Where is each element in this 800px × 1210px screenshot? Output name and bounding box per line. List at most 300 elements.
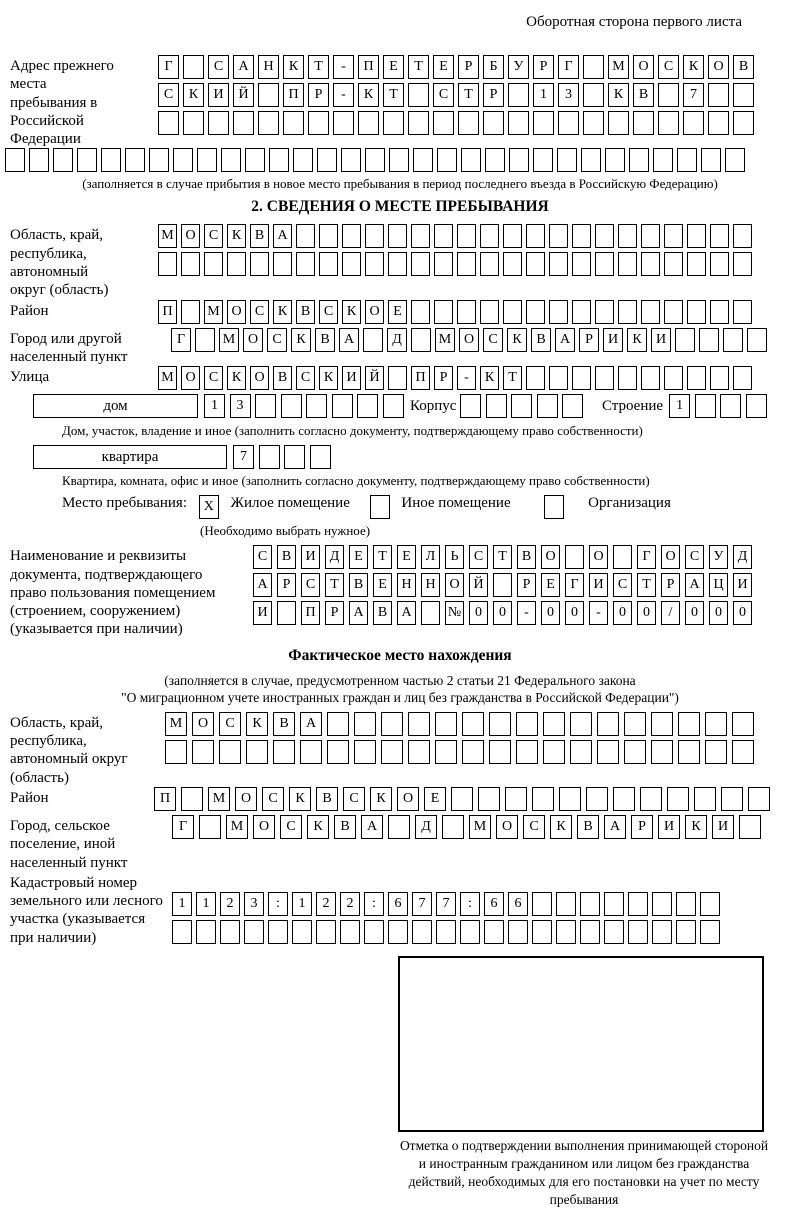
char-cell[interactable] — [317, 148, 337, 172]
char-cell[interactable]: С — [267, 328, 287, 352]
char-cell[interactable] — [516, 740, 538, 764]
char-cell[interactable] — [503, 224, 522, 248]
char-cell[interactable] — [641, 252, 660, 276]
char-cell[interactable]: В — [315, 328, 335, 352]
char-cell[interactable]: С — [685, 545, 704, 569]
char-cell[interactable]: П — [283, 83, 304, 107]
char-cell[interactable] — [381, 712, 403, 736]
char-cell[interactable]: Т — [637, 573, 656, 597]
char-cell[interactable] — [687, 224, 706, 248]
char-cell[interactable] — [748, 787, 770, 811]
char-cell[interactable]: Е — [349, 545, 368, 569]
char-cell[interactable] — [572, 300, 591, 324]
char-cell[interactable] — [310, 445, 331, 469]
char-cell[interactable] — [125, 148, 145, 172]
org-checkbox[interactable] — [544, 495, 564, 519]
char-cell[interactable] — [413, 148, 433, 172]
char-cell[interactable]: М — [158, 224, 177, 248]
char-cell[interactable]: Р — [308, 83, 329, 107]
char-cell[interactable] — [281, 394, 302, 418]
char-cell[interactable]: В — [517, 545, 536, 569]
char-cell[interactable] — [557, 148, 577, 172]
char-cell[interactable]: М — [204, 300, 223, 324]
char-cell[interactable]: В — [733, 55, 754, 79]
char-cell[interactable] — [296, 224, 315, 248]
char-cell[interactable] — [354, 712, 376, 736]
char-cell[interactable]: В — [577, 815, 599, 839]
char-cell[interactable] — [678, 740, 700, 764]
char-cell[interactable] — [29, 148, 49, 172]
char-cell[interactable]: И — [658, 815, 680, 839]
char-cell[interactable] — [408, 83, 429, 107]
char-cell[interactable] — [480, 224, 499, 248]
char-cell[interactable] — [747, 328, 767, 352]
char-cell[interactable]: С — [219, 712, 241, 736]
char-cell[interactable] — [342, 224, 361, 248]
char-cell[interactable] — [388, 224, 407, 248]
char-cell[interactable]: 2 — [316, 892, 336, 916]
char-cell[interactable] — [485, 148, 505, 172]
char-cell[interactable]: А — [555, 328, 575, 352]
char-cell[interactable] — [389, 148, 409, 172]
char-cell[interactable]: Г — [171, 328, 191, 352]
char-cell[interactable] — [537, 394, 558, 418]
char-cell[interactable]: С — [296, 366, 315, 390]
char-cell[interactable]: Р — [533, 55, 554, 79]
char-cell[interactable]: О — [445, 573, 464, 597]
char-cell[interactable] — [489, 712, 511, 736]
char-cell[interactable] — [354, 740, 376, 764]
char-cell[interactable]: В — [633, 83, 654, 107]
char-cell[interactable] — [509, 148, 529, 172]
char-cell[interactable]: О — [227, 300, 246, 324]
char-cell[interactable]: Т — [373, 545, 392, 569]
char-cell[interactable] — [608, 111, 629, 135]
char-cell[interactable]: Е — [383, 55, 404, 79]
char-cell[interactable]: / — [661, 601, 680, 625]
char-cell[interactable] — [421, 601, 440, 625]
char-cell[interactable] — [613, 787, 635, 811]
char-cell[interactable]: В — [296, 300, 315, 324]
char-cell[interactable]: Р — [325, 601, 344, 625]
char-cell[interactable]: И — [651, 328, 671, 352]
char-cell[interactable]: Г — [558, 55, 579, 79]
char-cell[interactable] — [255, 394, 276, 418]
char-cell[interactable]: 0 — [637, 601, 656, 625]
char-cell[interactable]: - — [589, 601, 608, 625]
char-cell[interactable]: : — [364, 892, 384, 916]
char-cell[interactable] — [710, 224, 729, 248]
char-cell[interactable] — [434, 300, 453, 324]
char-cell[interactable]: С — [433, 83, 454, 107]
char-cell[interactable]: К — [319, 366, 338, 390]
char-cell[interactable]: Б — [483, 55, 504, 79]
char-cell[interactable] — [316, 920, 336, 944]
char-cell[interactable]: В — [250, 224, 269, 248]
char-cell[interactable]: А — [253, 573, 272, 597]
char-cell[interactable]: Е — [541, 573, 560, 597]
char-cell[interactable]: А — [361, 815, 383, 839]
char-cell[interactable]: К — [291, 328, 311, 352]
char-cell[interactable] — [556, 892, 576, 916]
char-cell[interactable] — [457, 224, 476, 248]
char-cell[interactable] — [694, 787, 716, 811]
char-cell[interactable] — [604, 920, 624, 944]
char-cell[interactable]: 3 — [230, 394, 251, 418]
char-cell[interactable] — [268, 920, 288, 944]
char-cell[interactable]: П — [154, 787, 176, 811]
char-cell[interactable]: Д — [325, 545, 344, 569]
char-cell[interactable]: М — [226, 815, 248, 839]
char-cell[interactable]: К — [227, 224, 246, 248]
char-cell[interactable] — [357, 394, 378, 418]
char-cell[interactable] — [462, 712, 484, 736]
char-cell[interactable]: С — [253, 545, 272, 569]
char-cell[interactable] — [408, 712, 430, 736]
char-cell[interactable] — [292, 920, 312, 944]
char-cell[interactable]: О — [192, 712, 214, 736]
char-cell[interactable]: У — [709, 545, 728, 569]
char-cell[interactable] — [460, 920, 480, 944]
char-cell[interactable] — [687, 252, 706, 276]
char-cell[interactable] — [532, 892, 552, 916]
char-cell[interactable] — [580, 892, 600, 916]
char-cell[interactable]: И — [253, 601, 272, 625]
char-cell[interactable]: О — [253, 815, 275, 839]
char-cell[interactable]: В — [373, 601, 392, 625]
char-cell[interactable] — [480, 252, 499, 276]
char-cell[interactable] — [183, 111, 204, 135]
char-cell[interactable] — [381, 740, 403, 764]
char-cell[interactable]: И — [301, 545, 320, 569]
char-cell[interactable]: М — [435, 328, 455, 352]
char-cell[interactable] — [411, 328, 431, 352]
char-cell[interactable] — [250, 252, 269, 276]
char-cell[interactable] — [732, 712, 754, 736]
char-cell[interactable]: К — [370, 787, 392, 811]
char-cell[interactable]: С — [208, 55, 229, 79]
char-cell[interactable]: П — [358, 55, 379, 79]
char-cell[interactable]: В — [316, 787, 338, 811]
char-cell[interactable] — [273, 252, 292, 276]
char-cell[interactable] — [341, 148, 361, 172]
char-cell[interactable] — [478, 787, 500, 811]
char-cell[interactable] — [258, 111, 279, 135]
char-cell[interactable]: А — [300, 712, 322, 736]
char-cell[interactable]: Й — [233, 83, 254, 107]
char-cell[interactable] — [586, 787, 608, 811]
char-cell[interactable]: М — [165, 712, 187, 736]
char-cell[interactable] — [695, 394, 716, 418]
char-cell[interactable] — [562, 394, 583, 418]
char-cell[interactable]: Р — [579, 328, 599, 352]
char-cell[interactable] — [165, 740, 187, 764]
char-cell[interactable]: С — [343, 787, 365, 811]
char-cell[interactable] — [192, 740, 214, 764]
char-cell[interactable] — [664, 300, 683, 324]
char-cell[interactable] — [327, 740, 349, 764]
char-cell[interactable]: О — [397, 787, 419, 811]
char-cell[interactable] — [173, 148, 193, 172]
char-cell[interactable]: 1 — [172, 892, 192, 916]
char-cell[interactable] — [700, 892, 720, 916]
char-cell[interactable] — [433, 111, 454, 135]
char-cell[interactable] — [505, 787, 527, 811]
char-cell[interactable]: Е — [373, 573, 392, 597]
char-cell[interactable] — [244, 920, 264, 944]
char-cell[interactable] — [457, 300, 476, 324]
char-cell[interactable] — [651, 712, 673, 736]
char-cell[interactable]: К — [627, 328, 647, 352]
char-cell[interactable]: К — [246, 712, 268, 736]
char-cell[interactable]: С — [158, 83, 179, 107]
char-cell[interactable] — [259, 445, 280, 469]
char-cell[interactable] — [388, 252, 407, 276]
char-cell[interactable]: 3 — [244, 892, 264, 916]
char-cell[interactable] — [383, 394, 404, 418]
char-cell[interactable] — [583, 55, 604, 79]
char-cell[interactable]: 7 — [233, 445, 254, 469]
char-cell[interactable] — [508, 111, 529, 135]
char-cell[interactable] — [340, 920, 360, 944]
char-cell[interactable]: А — [685, 573, 704, 597]
char-cell[interactable]: М — [158, 366, 177, 390]
char-cell[interactable]: 6 — [484, 892, 504, 916]
char-cell[interactable]: О — [235, 787, 257, 811]
char-cell[interactable] — [308, 111, 329, 135]
char-cell[interactable]: 1 — [533, 83, 554, 107]
char-cell[interactable]: - — [457, 366, 476, 390]
char-cell[interactable] — [411, 252, 430, 276]
char-cell[interactable]: И — [603, 328, 623, 352]
char-cell[interactable]: Т — [383, 83, 404, 107]
char-cell[interactable] — [412, 920, 432, 944]
char-cell[interactable]: О — [589, 545, 608, 569]
char-cell[interactable] — [549, 224, 568, 248]
char-cell[interactable]: Т — [308, 55, 329, 79]
char-cell[interactable]: К — [283, 55, 304, 79]
char-cell[interactable]: Д — [387, 328, 407, 352]
char-cell[interactable]: К — [480, 366, 499, 390]
char-cell[interactable] — [618, 366, 637, 390]
char-cell[interactable] — [725, 148, 745, 172]
char-cell[interactable] — [158, 252, 177, 276]
char-cell[interactable]: О — [541, 545, 560, 569]
char-cell[interactable] — [388, 920, 408, 944]
char-cell[interactable] — [708, 83, 729, 107]
char-cell[interactable] — [595, 252, 614, 276]
char-cell[interactable] — [543, 712, 565, 736]
char-cell[interactable]: 7 — [412, 892, 432, 916]
char-cell[interactable]: Р — [661, 573, 680, 597]
char-cell[interactable] — [149, 148, 169, 172]
char-cell[interactable] — [708, 111, 729, 135]
char-cell[interactable] — [558, 111, 579, 135]
char-cell[interactable] — [705, 740, 727, 764]
char-cell[interactable] — [319, 224, 338, 248]
char-cell[interactable]: О — [181, 224, 200, 248]
char-cell[interactable]: О — [661, 545, 680, 569]
char-cell[interactable] — [533, 111, 554, 135]
char-cell[interactable]: А — [233, 55, 254, 79]
inoe-checkbox[interactable] — [370, 495, 390, 519]
char-cell[interactable] — [549, 252, 568, 276]
char-cell[interactable] — [195, 328, 215, 352]
zhiloe-checkbox[interactable]: X — [199, 495, 219, 519]
char-cell[interactable] — [532, 920, 552, 944]
char-cell[interactable] — [484, 920, 504, 944]
char-cell[interactable] — [628, 892, 648, 916]
char-cell[interactable]: 0 — [685, 601, 704, 625]
char-cell[interactable] — [293, 148, 313, 172]
char-cell[interactable]: 6 — [388, 892, 408, 916]
char-cell[interactable] — [508, 83, 529, 107]
char-cell[interactable]: Н — [397, 573, 416, 597]
char-cell[interactable] — [624, 740, 646, 764]
char-cell[interactable] — [273, 740, 295, 764]
char-cell[interactable]: : — [460, 892, 480, 916]
char-cell[interactable]: К — [608, 83, 629, 107]
char-cell[interactable]: Т — [458, 83, 479, 107]
char-cell[interactable] — [196, 920, 216, 944]
char-cell[interactable]: Р — [631, 815, 653, 839]
char-cell[interactable]: С — [469, 545, 488, 569]
char-cell[interactable] — [570, 712, 592, 736]
char-cell[interactable]: 1 — [292, 892, 312, 916]
char-cell[interactable] — [101, 148, 121, 172]
char-cell[interactable]: - — [517, 601, 536, 625]
char-cell[interactable] — [342, 252, 361, 276]
char-cell[interactable] — [199, 815, 221, 839]
char-cell[interactable] — [733, 224, 752, 248]
char-cell[interactable]: Ь — [445, 545, 464, 569]
char-cell[interactable] — [181, 252, 200, 276]
char-cell[interactable]: У — [508, 55, 529, 79]
char-cell[interactable]: А — [349, 601, 368, 625]
char-cell[interactable]: - — [333, 83, 354, 107]
char-cell[interactable]: П — [301, 601, 320, 625]
char-cell[interactable]: В — [273, 712, 295, 736]
char-cell[interactable]: Р — [277, 573, 296, 597]
char-cell[interactable] — [618, 252, 637, 276]
char-cell[interactable] — [436, 920, 456, 944]
char-cell[interactable]: 0 — [541, 601, 560, 625]
char-cell[interactable] — [678, 712, 700, 736]
char-cell[interactable] — [683, 111, 704, 135]
char-cell[interactable] — [516, 712, 538, 736]
char-cell[interactable]: 0 — [733, 601, 752, 625]
char-cell[interactable] — [733, 252, 752, 276]
char-cell[interactable] — [461, 148, 481, 172]
char-cell[interactable]: Е — [397, 545, 416, 569]
char-cell[interactable] — [595, 366, 614, 390]
char-cell[interactable] — [277, 601, 296, 625]
char-cell[interactable] — [733, 83, 754, 107]
char-cell[interactable]: 0 — [709, 601, 728, 625]
char-cell[interactable]: 2 — [340, 892, 360, 916]
char-cell[interactable]: Е — [433, 55, 454, 79]
char-cell[interactable] — [533, 148, 553, 172]
char-cell[interactable] — [493, 573, 512, 597]
char-cell[interactable] — [618, 300, 637, 324]
char-cell[interactable]: С — [262, 787, 284, 811]
char-cell[interactable]: Г — [172, 815, 194, 839]
char-cell[interactable]: М — [219, 328, 239, 352]
char-cell[interactable]: Д — [733, 545, 752, 569]
char-cell[interactable] — [358, 111, 379, 135]
char-cell[interactable]: О — [243, 328, 263, 352]
char-cell[interactable] — [746, 394, 767, 418]
char-cell[interactable] — [618, 224, 637, 248]
char-cell[interactable]: К — [342, 300, 361, 324]
char-cell[interactable] — [296, 252, 315, 276]
char-cell[interactable] — [365, 252, 384, 276]
char-cell[interactable] — [701, 148, 721, 172]
char-cell[interactable] — [486, 394, 507, 418]
char-cell[interactable] — [435, 740, 457, 764]
char-cell[interactable]: К — [683, 55, 704, 79]
char-cell[interactable]: 1 — [196, 892, 216, 916]
char-cell[interactable] — [442, 815, 464, 839]
char-cell[interactable] — [664, 252, 683, 276]
char-cell[interactable]: 1 — [204, 394, 225, 418]
char-cell[interactable] — [284, 445, 305, 469]
char-cell[interactable]: О — [496, 815, 518, 839]
char-cell[interactable]: 0 — [565, 601, 584, 625]
char-cell[interactable]: О — [250, 366, 269, 390]
char-cell[interactable]: И — [342, 366, 361, 390]
char-cell[interactable]: К — [685, 815, 707, 839]
char-cell[interactable]: Н — [258, 55, 279, 79]
char-cell[interactable]: В — [273, 366, 292, 390]
char-cell[interactable]: Р — [434, 366, 453, 390]
char-cell[interactable] — [183, 55, 204, 79]
char-cell[interactable]: М — [208, 787, 230, 811]
char-cell[interactable] — [383, 111, 404, 135]
char-cell[interactable]: Т — [408, 55, 429, 79]
char-cell[interactable]: С — [204, 224, 223, 248]
char-cell[interactable] — [597, 740, 619, 764]
char-cell[interactable]: 0 — [613, 601, 632, 625]
char-cell[interactable]: : — [268, 892, 288, 916]
char-cell[interactable] — [327, 712, 349, 736]
char-cell[interactable] — [733, 111, 754, 135]
char-cell[interactable] — [676, 892, 696, 916]
char-cell[interactable]: Т — [503, 366, 522, 390]
char-cell[interactable] — [605, 148, 625, 172]
char-cell[interactable]: С — [301, 573, 320, 597]
char-cell[interactable] — [583, 83, 604, 107]
char-cell[interactable] — [233, 111, 254, 135]
char-cell[interactable] — [526, 300, 545, 324]
char-cell[interactable] — [451, 787, 473, 811]
char-cell[interactable] — [710, 252, 729, 276]
char-cell[interactable] — [258, 83, 279, 107]
char-cell[interactable] — [628, 920, 648, 944]
char-cell[interactable] — [677, 148, 697, 172]
char-cell[interactable] — [572, 224, 591, 248]
char-cell[interactable] — [543, 740, 565, 764]
char-cell[interactable] — [720, 394, 741, 418]
char-cell[interactable]: С — [658, 55, 679, 79]
char-cell[interactable] — [641, 300, 660, 324]
char-cell[interactable]: П — [411, 366, 430, 390]
char-cell[interactable] — [532, 787, 554, 811]
char-cell[interactable]: К — [227, 366, 246, 390]
char-cell[interactable] — [549, 300, 568, 324]
char-cell[interactable] — [565, 545, 584, 569]
char-cell[interactable] — [246, 740, 268, 764]
